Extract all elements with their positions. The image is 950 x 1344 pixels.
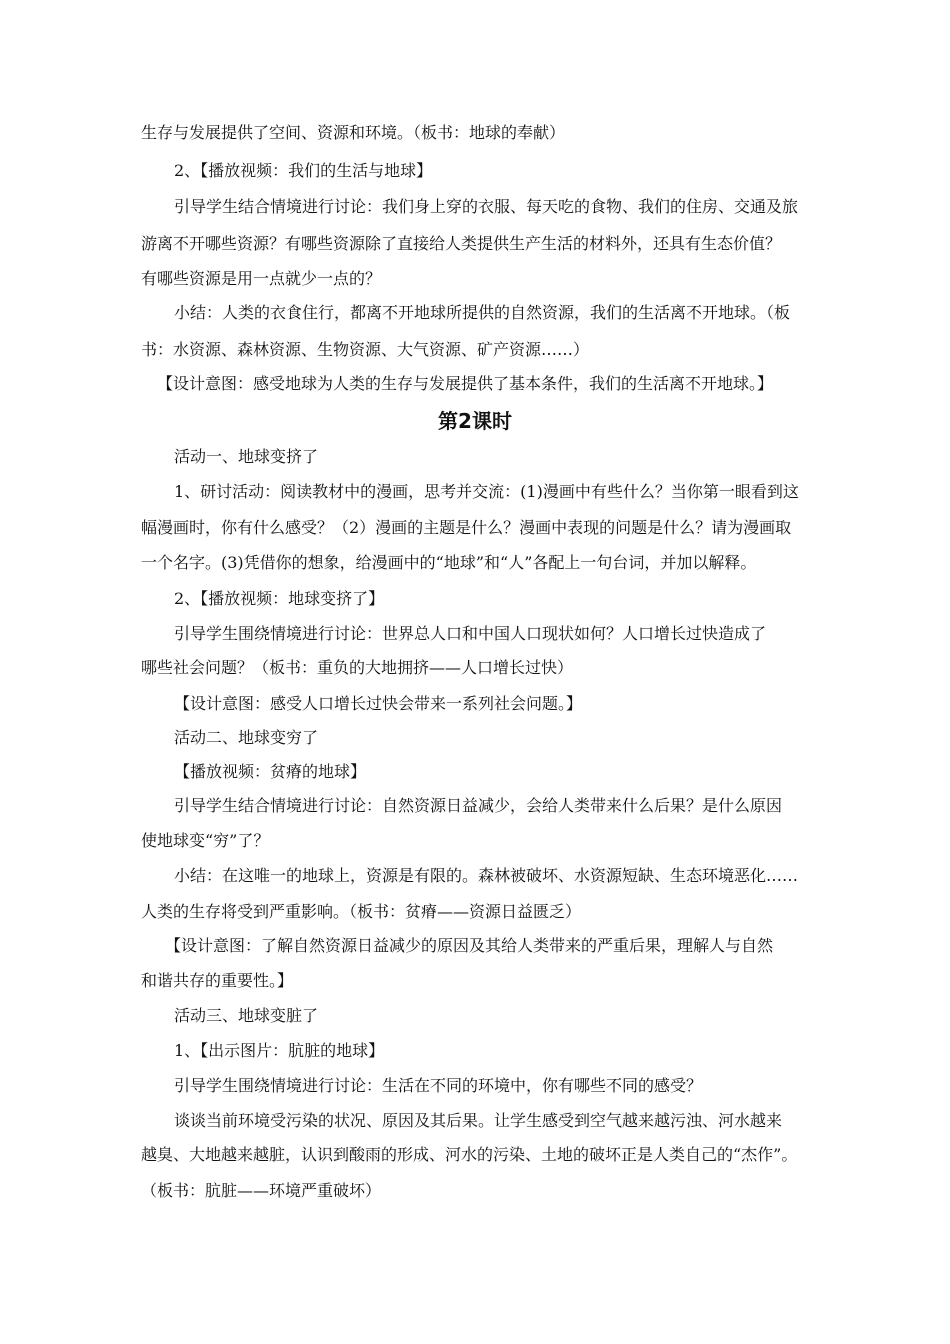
paragraph-line: 【设计意图：感受人口增长过快会带来一系列社会问题。】 <box>174 694 583 713</box>
paragraph-line: 活动二、地球变穷了 <box>174 728 319 747</box>
paragraph-line: 引导学生围绕情境进行讨论：世界总人口和中国人口现状如何？人口增长过快造成了 <box>174 624 767 643</box>
paragraph-line: 【播放视频：贫瘠的地球】 <box>174 762 367 781</box>
paragraph-line: 2、【播放视频：我们的生活与地球】 <box>174 161 433 180</box>
paragraph-line: 书：水资源、森林资源、生物资源、大气资源、矿产资源……） <box>141 340 590 359</box>
paragraph-line: 游离不开哪些资源？有哪些资源除了直接给人类提供生产生活的材料外，还具有生态价值？ <box>141 234 782 253</box>
paragraph-line: （板书：肮脏——环境严重破坏） <box>141 1181 382 1200</box>
paragraph-line: 生存与发展提供了空间、资源和环境。（板书：地球的奉献） <box>141 123 566 142</box>
paragraph-line: 引导学生围绕情境进行讨论：生活在不同的环境中，你有哪些不同的感受？ <box>174 1076 703 1095</box>
paragraph-line: 有哪些资源是用一点就少一点的？ <box>141 269 382 288</box>
paragraph-line: 幅漫画时，你有什么感受？（2）漫画的主题是什么？漫画中表现的问题是什么？请为漫画取 <box>141 518 792 537</box>
paragraph-line: 和谐共存的重要性。】 <box>141 971 294 990</box>
paragraph-line: 使地球变“穷”了？ <box>141 831 270 850</box>
paragraph-line: 一个名字。(3)凭借你的想象，给漫画中的“地球”和“人”各配上一句台词，并加以解释。 <box>141 553 757 572</box>
section-heading: 第2课时 <box>438 409 512 433</box>
paragraph-line: 引导学生结合情境进行讨论：自然资源日益减少，会给人类带来什么后果？是什么原因 <box>174 796 783 815</box>
paragraph-line: 1、研讨活动：阅读教材中的漫画，思考并交流：(1)漫画中有些什么？当你第一眼看到这 <box>174 482 799 501</box>
paragraph-line: 小结：人类的衣食住行，都离不开地球所提供的自然资源，我们的生活离不开地球。（板 <box>174 303 791 322</box>
paragraph-line: 哪些社会问题？（板书：重负的大地拥挤——人口增长过快） <box>141 658 574 677</box>
paragraph-line: 引导学生结合情境进行讨论：我们身上穿的衣服、每天吃的食物、我们的住房、交通及旅 <box>174 197 799 216</box>
paragraph-line: 活动一、地球变挤了 <box>174 447 319 466</box>
paragraph-line: 小结：在这唯一的地球上，资源是有限的。森林被破坏、水资源短缺、生态环境恶化…… <box>174 866 799 885</box>
paragraph-line: 【设计意图：了解自然资源日益减少的原因及其给人类带来的严重后果，理解人与自然 <box>165 936 774 955</box>
paragraph-line: 1、【出示图片：肮脏的地球】 <box>174 1041 385 1060</box>
paragraph-line: 活动三、地球变脏了 <box>174 1006 319 1025</box>
paragraph-line: 【设计意图：感受地球为人类的生存与发展提供了基本条件，我们的生活离不开地球。】 <box>157 374 774 393</box>
paragraph-line: 越臭、大地越来越脏，认识到酸雨的形成、河水的污染、土地的破坏正是人类自己的“杰作”。 <box>141 1145 798 1164</box>
paragraph-line: 谈谈当前环境受污染的状况、原因及其后果。让学生感受到空气越来越污浊、河水越来 <box>174 1111 783 1130</box>
paragraph-line: 2、【播放视频：地球变挤了】 <box>174 589 385 608</box>
paragraph-line: 人类的生存将受到严重影响。（板书：贫瘠——资源日益匮乏） <box>141 902 582 921</box>
